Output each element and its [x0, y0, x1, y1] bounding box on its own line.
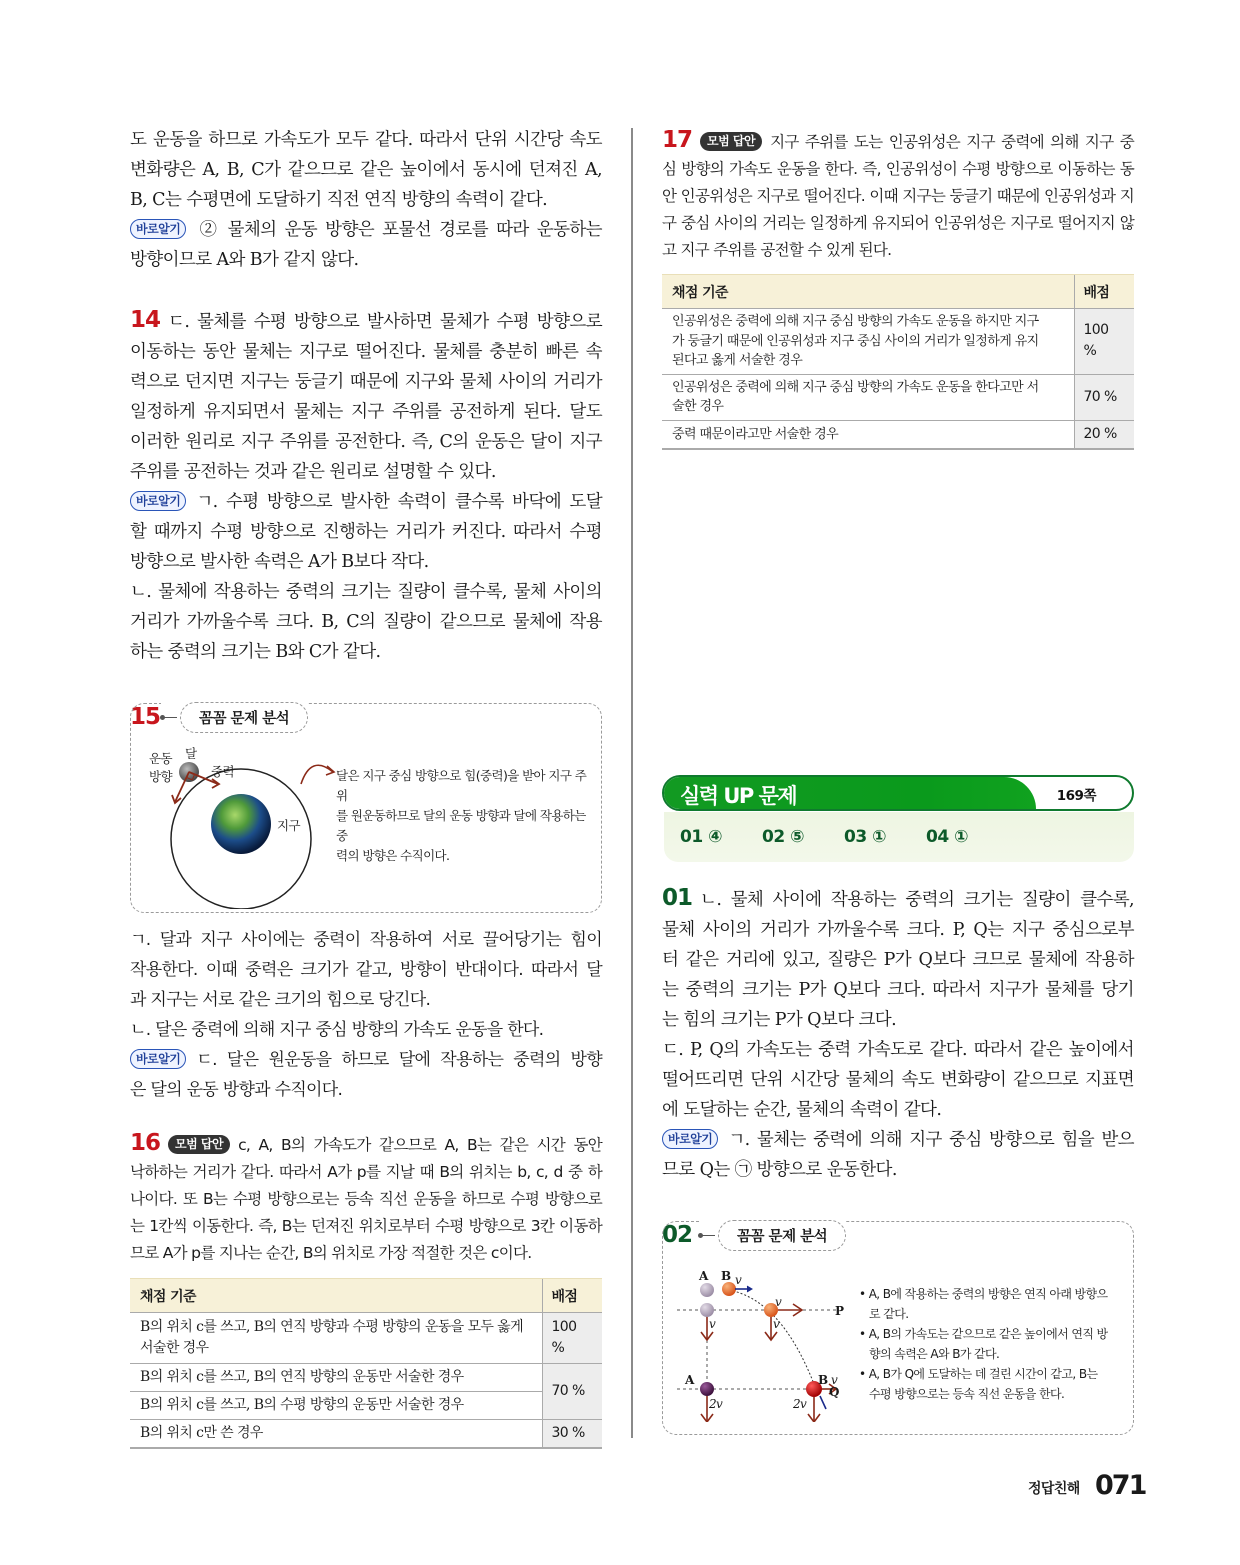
text-line: 를 원운동하므로 달의 운동 방향과 달에 작용하는 중: [336, 808, 586, 843]
text-line: 안 인공위성은 지구로 떨어진다. 이때 지구는 둥글기 때문에 인공위성과 지: [662, 187, 1134, 205]
answer-value: ④: [708, 827, 722, 847]
cell-text: 된다고 옳게 서술한 경우: [672, 353, 803, 368]
text-line: ㄷ. 물체를 수평 방향으로 발사하면 물체가 수평 방향으로: [168, 312, 602, 332]
score-cell: 70 %: [1074, 374, 1134, 420]
text-line: 터 같은 거리에 있고, 질량은 P가 Q보다 크므로 물체에 작용하: [662, 950, 1134, 970]
cell-text: 서술한 경우: [140, 1340, 209, 1356]
text-line: 할 때까지 수평 방향으로 진행하는 거리가 커진다. 따라서 수평: [130, 522, 602, 542]
label-earth: 지구: [277, 818, 300, 833]
analysis-header: [699, 1220, 846, 1251]
text-line: ㄴ. 물체에 작용하는 중력의 크기는 질량이 클수록, 물체 사이의: [130, 582, 602, 602]
text-line: 에 도달하는 순간, 물체의 속력이 같다.: [662, 1100, 942, 1120]
score-cell: 30 %: [542, 1420, 602, 1449]
answer-16: [130, 1130, 602, 1267]
answer-num: 01: [680, 827, 703, 847]
model-answer-badge: 모범 답안: [168, 1135, 230, 1154]
text-line: 이러한 원리로 지구 주위를 공전한다. 즉, C의 운동은 달이 지구: [130, 432, 602, 452]
label-motion: [149, 750, 172, 786]
banner-page-ref: 169쪽: [1056, 788, 1096, 804]
text-line: 도 운동을 하므로 가속도가 모두 같다. 따라서 단위 시간당 속도: [130, 130, 602, 150]
analysis-title: 꼼꼼 문제 분석: [718, 1220, 846, 1251]
question-number: 02: [662, 1222, 693, 1248]
cell-text: 인공위성은 중력에 의해 지구 중심 방향의 가속도 운동을 한다고만 서: [672, 379, 1039, 395]
label-b-bottom: B: [818, 1373, 828, 1387]
cell-text: B의 위치 c를 쓰고, B의 수평 방향의 운동만 서술한 경우: [130, 1392, 542, 1420]
text-line: ㄱ. 물체는 중력에 의해 지구 중심 방향으로 힘을 받으: [728, 1130, 1134, 1150]
header-criteria: 채점 기준: [130, 1279, 542, 1313]
answer-item: [844, 827, 886, 847]
question-number: 17: [662, 127, 693, 153]
cell-text: 가 둥글기 때문에 인공위성과 지구 중심 사이의 거리가 일정하게 유지: [672, 333, 1039, 349]
score-cell: 20 %: [1074, 420, 1134, 449]
text-line: ㄱ. 달과 지구 사이에는 중력이 작용하여 서로 끌어당기는 힘이: [130, 930, 602, 950]
analysis-box-02: [662, 1221, 1134, 1435]
table-row: [130, 1364, 602, 1392]
label-text: 운동: [149, 751, 172, 766]
question-number: 15: [130, 704, 161, 730]
label-2v: 2v: [793, 1397, 807, 1411]
label-a-bottom: A: [685, 1373, 694, 1387]
answer-value: ①: [872, 827, 886, 847]
text-line: 는 중력의 크기는 P가 Q보다 크다. 따라서 지구가 물체를 당기: [662, 980, 1134, 1000]
correction-badge: 바로알기: [662, 1129, 718, 1149]
earth-icon: [211, 794, 271, 854]
answer-13-continuation: [130, 125, 602, 275]
text-line: 수평 방향으로는 등속 직선 운동을 한다.: [869, 1387, 1065, 1401]
scoring-table-17: [662, 274, 1134, 450]
table-row: [662, 374, 1134, 420]
label-b-top: B: [721, 1269, 731, 1283]
text-line: 거리가 가까울수록 크다. B, C의 질량이 같으므로 물체에 작용: [130, 612, 602, 632]
label-text: 방향: [149, 769, 172, 784]
answer-15: [130, 925, 602, 1105]
text-line: 지구 주위를 도는 인공위성은 지구 중력에 의해 지구 중: [770, 133, 1134, 151]
text-line: ② 물체의 운동 방향은 포물선 경로를 따라 운동하는: [196, 220, 602, 240]
cell-text: B의 위치 c를 쓰고, B의 연직 방향과 수평 방향의 운동을 모두 옳게: [140, 1319, 523, 1335]
text-line: A, B가 Q에 도달하는 데 걸린 시간이 같고, B는: [868, 1367, 1098, 1381]
text-line: 은 달의 운동 방향과 수직이다.: [130, 1080, 343, 1100]
label-v: v: [709, 1317, 716, 1331]
text-line: 낙하하는 거리가 같다. 따라서 A가 p를 지날 때 B의 위치는 b, c, d 중 하: [130, 1163, 602, 1181]
table-row: [130, 1392, 602, 1420]
label-v: v: [773, 1317, 780, 1331]
question-number: 14: [130, 307, 161, 333]
text-line: 과 지구는 서로 같은 크기의 힘으로 당긴다.: [130, 990, 431, 1010]
footer-label: 정답친해: [1028, 1481, 1080, 1497]
label-a-top: A: [699, 1269, 708, 1283]
answer-item: [680, 827, 722, 847]
score-cell: 70 %: [542, 1364, 602, 1420]
label-v: v: [775, 1295, 782, 1309]
bullet-item: • A, B의 가속도는 같으므로 같은 높이에서 연직 방 향의 속력은 A와 B가 같다.: [859, 1327, 1108, 1361]
answer-item: [762, 827, 804, 847]
bullet-item: • A, B가 Q에 도달하는 데 걸린 시간이 같고, B는 수평 방향으로는 등속 직선 운동을 한다.: [859, 1367, 1098, 1401]
answer-num: 03: [844, 827, 867, 847]
column-divider: [631, 128, 633, 1438]
text-line: 향의 속력은 A와 B가 같다.: [869, 1347, 1000, 1361]
text-line: B, C는 수평면에 도달하기 직전 연직 방향의 속력이 같다.: [130, 190, 548, 210]
score-cell: 100 %: [542, 1313, 602, 1364]
skill-up-banner: [662, 775, 1134, 811]
answer-14: [130, 305, 602, 667]
text-line: 구 중심 사이의 거리는 일정하게 유지되어 인공위성은 지구로 떨어지지 않: [662, 214, 1134, 232]
table-row: [130, 1313, 602, 1364]
page-number: 071: [1095, 1470, 1146, 1501]
banner-title: 실력 UP 문제: [680, 784, 797, 808]
text-line: 방향으로 발사한 속력은 A가 B보다 작다.: [130, 552, 429, 572]
text-line: ㄱ. 수평 방향으로 발사한 속력이 클수록 바닥에 도달: [196, 492, 602, 512]
label-gravity: 중력: [211, 764, 234, 779]
table-row: [130, 1420, 602, 1449]
correction-badge: 바로알기: [130, 219, 186, 239]
cell-text: 술한 경우: [672, 399, 724, 414]
answer-17: [662, 127, 1134, 264]
answer-item: [926, 827, 968, 847]
text-line: 나이다. 또 B는 수평 방향으로는 등속 직선 운동을 하므로 수평 방향으로: [130, 1190, 602, 1208]
answer-num: 02: [762, 827, 785, 847]
text-line: 는 1칸씩 이동한다. 즉, B는 던져진 위치로부터 수평 방향으로 3칸 이동하: [130, 1217, 602, 1235]
cell-text: B의 위치 c만 쓴 경우: [130, 1420, 542, 1449]
text-line: 로 같다.: [869, 1307, 909, 1321]
correction-badge: 바로알기: [130, 1049, 186, 1069]
text-line: 는 힘의 크기는 P가 Q보다 크다.: [662, 1010, 897, 1030]
text-line: 달은 지구 중심 방향으로 힘(중력)을 받아 지구 주위: [336, 768, 587, 803]
text-line: 하는 중력의 크기는 B와 C가 같다.: [130, 642, 381, 662]
answer-summary: [664, 812, 1134, 862]
label-v: v: [831, 1373, 838, 1387]
label-q: Q: [829, 1385, 839, 1399]
label-v: v: [735, 1273, 742, 1287]
text-line: 변화량은 A, B, C가 같으므로 같은 높이에서 동시에 던져진 A,: [130, 160, 602, 180]
answer-value: ①: [954, 827, 968, 847]
analysis-header: [161, 702, 308, 733]
text-line: 력의 방향은 수직이다.: [336, 848, 450, 863]
header-score: 배점: [542, 1279, 602, 1313]
cell-text: B의 위치 c를 쓰고, B의 연직 방향의 운동만 서술한 경우: [130, 1364, 542, 1392]
correction-badge: 바로알기: [130, 491, 186, 511]
text-line: c, A, B의 가속도가 같으므로 A, B는 같은 시간 동안: [238, 1136, 602, 1154]
text-line: 이동하는 동안 물체는 지구로 떨어진다. 물체를 충분히 빠른 속: [130, 342, 602, 362]
text-line: 방향이므로 A와 B가 같지 않다.: [130, 250, 359, 270]
answer-num: 04: [926, 827, 949, 847]
text-line: 작용한다. 이때 중력은 크기가 같고, 방향이 반대이다. 따라서 달: [130, 960, 602, 980]
question-number: 01: [662, 885, 693, 911]
text-line: 주위를 공전하는 것과 같은 원리로 설명할 수 있다.: [130, 462, 496, 482]
analysis-title: 꼼꼼 문제 분석: [180, 702, 308, 733]
text-line: ㄴ. 물체 사이에 작용하는 중력의 크기는 질량이 클수록,: [700, 890, 1134, 910]
text-line: A, B의 가속도는 같으므로 같은 높이에서 연직 방: [868, 1327, 1108, 1341]
answer-s01: [662, 883, 1134, 1185]
text-line: 므로 Q는 ㉠ 방향으로 운동한다.: [662, 1160, 897, 1180]
table-row: [662, 420, 1134, 449]
analysis-bullets: [859, 1284, 1129, 1404]
text-line: ㄷ. P, Q의 가속도는 중력 가속도로 같다. 따라서 같은 높이에서: [662, 1040, 1134, 1060]
text-line: 고 지구 주위를 공전할 수 있게 된다.: [662, 241, 892, 259]
score-cell: 100 %: [1074, 309, 1134, 375]
text-line: 물체 사이의 거리가 가까울수록 크다. P, Q는 지구 중심으로부: [662, 920, 1134, 940]
text-line: ㄷ. 달은 원운동을 하므로 달에 작용하는 중력의 방향: [196, 1050, 602, 1070]
model-answer-badge: 모범 답안: [700, 132, 762, 151]
connector-icon: [163, 717, 177, 719]
analysis-note: [336, 766, 596, 866]
label-2v: 2v: [709, 1397, 723, 1411]
text-line: 일정하게 유지되면서 물체는 지구 주위를 공전하게 된다. 달도: [130, 402, 602, 422]
table-row: [662, 309, 1134, 375]
cell-text: 인공위성은 중력에 의해 지구 중심 방향의 가속도 운동을 하지만 지구: [672, 314, 1039, 329]
scoring-table-16: [130, 1278, 602, 1449]
text-line: 므로 A가 p를 지나는 순간, B의 위치로 가장 적절한 것은 c이다.: [130, 1244, 532, 1262]
text-line: A, B에 작용하는 중력의 방향은 연직 아래 방향으: [868, 1287, 1108, 1301]
analysis-box-15: [130, 703, 602, 913]
bullet-item: • A, B에 작용하는 중력의 방향은 연직 아래 방향으 로 같다.: [859, 1287, 1108, 1321]
cell-text: 중력 때문이라고만 서술한 경우: [662, 420, 1074, 449]
connector-icon: [701, 1235, 715, 1237]
label-p: P: [835, 1304, 844, 1318]
question-number: 16: [130, 1130, 161, 1156]
text-line: 떨어뜨리면 단위 시간당 물체의 속도 변화량이 같으므로 지표면: [662, 1070, 1134, 1090]
answer-value: ⑤: [790, 827, 804, 847]
text-line: ㄴ. 달은 중력에 의해 지구 중심 방향의 가속도 운동을 한다.: [130, 1020, 544, 1040]
header-criteria: 채점 기준: [662, 275, 1074, 309]
text-line: 심 방향의 가속도 운동을 한다. 즉, 인공위성이 수평 방향으로 이동하는 동: [662, 160, 1134, 178]
text-line: 력으로 던지면 지구는 둥글기 때문에 지구와 물체 사이의 거리가: [130, 372, 602, 392]
label-moon: 달: [185, 746, 197, 761]
projectile-diagram: [671, 1262, 851, 1422]
header-score: 배점: [1074, 275, 1134, 309]
